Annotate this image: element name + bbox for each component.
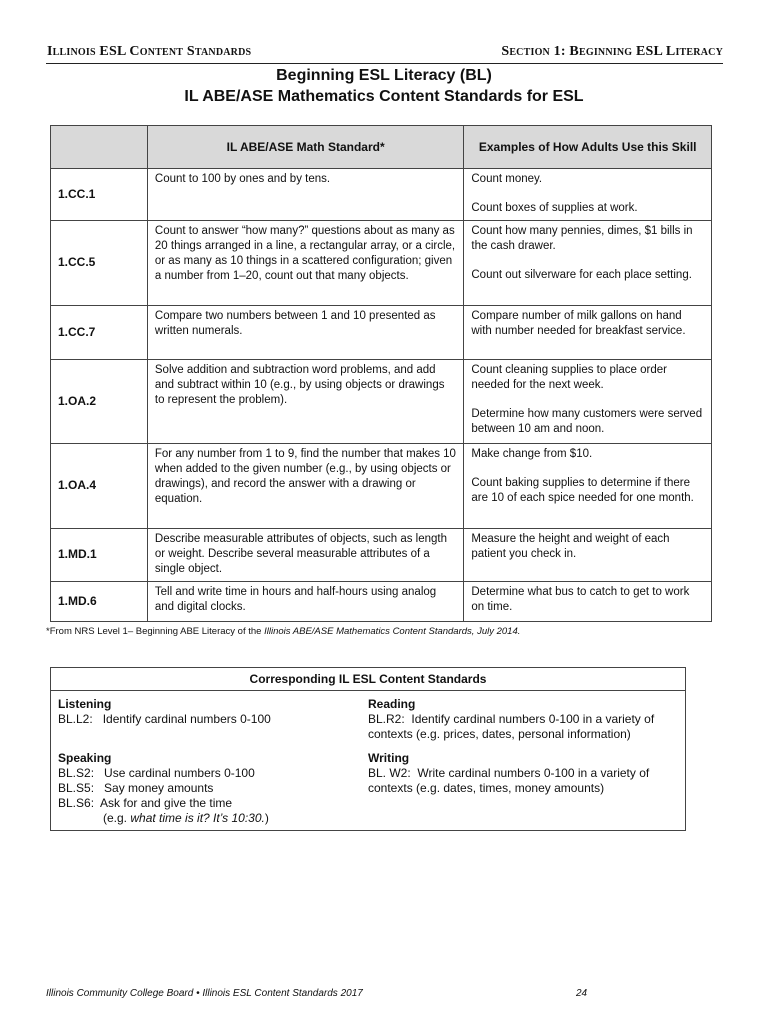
standard-text: Describe measurable attributes of objects, such as length or weight. Describe several measurable attributes of a single object. [147, 529, 463, 582]
example-text: Count how many pennies, dimes, $1 bills in the cash drawer. [471, 225, 693, 252]
math-standards-table [50, 125, 712, 622]
page-title: Beginning ESL Literacy (BL) [276, 67, 492, 84]
example-suffix: ) [264, 811, 269, 825]
writing-item: contexts (e.g. dates, times, money amounts) [368, 781, 605, 795]
standard-code: 1.CC.1 [51, 169, 148, 221]
example-text: Count boxes of supplies at work. [471, 202, 638, 214]
standard-code: 1.CC.7 [51, 306, 148, 360]
page-number: 24 [576, 988, 588, 999]
reading-item: contexts (e.g. prices, dates, personal information) [368, 727, 631, 741]
writing-heading: Writing [368, 751, 410, 765]
esl-box-title: Corresponding IL ESL Content Standards [51, 668, 685, 691]
example-text: Count baking supplies to determine if there are 10 of each spice needed for one month. [471, 477, 694, 504]
table-footnote [46, 626, 520, 637]
table-row [51, 444, 712, 529]
example-text: Count cleaning supplies to place order needed for the next week. [471, 364, 667, 391]
examples-cell [464, 360, 712, 444]
example-text: Compare number of milk gallons on hand with number needed for breakfast service. [471, 310, 686, 337]
listening-heading: Listening [58, 697, 112, 711]
page-footer: Illinois Community College Board • Illinois ESL Content Standards 2017 [46, 988, 363, 999]
standard-code: 1.OA.2 [51, 360, 148, 444]
header-cell-code [51, 126, 148, 169]
standard-code: 1.MD.6 [51, 582, 148, 622]
standard-text: Count to answer “how many?” questions about as many as 20 things arranged in a line, a rectangular array, or a circle, or as many as 10 things in a scattered configuration; given a number from 1–20, count out that many objects. [147, 221, 463, 306]
examples-cell [464, 169, 712, 221]
speaking-item: BL.S5: Say money amounts [58, 781, 214, 795]
header-divider [46, 63, 723, 64]
table-row [51, 169, 712, 221]
footnote-text: *From NRS Level 1– Beginning ABE Literacy of the [46, 626, 265, 637]
speaking-item: BL.S2: Use cardinal numbers 0-100 [58, 766, 255, 780]
example-text: Determine what bus to catch to get to work on time. [471, 586, 690, 613]
standard-text: For any number from 1 to 9, find the number that makes 10 when added to the given number (e.g., by using objects or drawings), and record the answer with a drawing or equation. [147, 444, 463, 529]
reading-item: BL.R2: Identify cardinal numbers 0-100 in a variety of [368, 712, 655, 726]
speaking-item: BL.S6: Ask for and give the time [58, 796, 233, 810]
standard-text: Solve addition and subtraction word problems, and add and subtract within 10 (e.g., by using objects or drawings to represent the problem). [147, 360, 463, 444]
table-row [51, 582, 712, 622]
writing-item: BL. W2: Write cardinal numbers 0-100 in a variety of [368, 766, 650, 780]
table-header-row [51, 126, 712, 169]
standard-text: Tell and write time in hours and half-hours using analog and digital clocks. [147, 582, 463, 622]
examples-cell [464, 444, 712, 529]
header-cell-examples: Examples of How Adults Use this Skill [464, 126, 712, 169]
example-italic: what time is it? It’s 10:30. [130, 811, 265, 825]
listening-section [58, 697, 271, 727]
example-text: Count money. [471, 173, 543, 185]
writing-section [368, 751, 649, 796]
speaking-section [58, 751, 269, 826]
running-header-right: Section 1: Beginning ESL Literacy [501, 44, 723, 59]
table-row [51, 221, 712, 306]
standard-text: Compare two numbers between 1 and 10 presented as written numerals. [147, 306, 463, 360]
standard-code: 1.MD.1 [51, 529, 148, 582]
standard-text: Count to 100 by ones and by tens. [147, 169, 463, 221]
table-row [51, 529, 712, 582]
footnote-source: Illinois ABE/ASE Mathematics Content Standards, July 2014. [264, 626, 521, 637]
example-text: Make change from $10. [471, 448, 593, 460]
example-text: Determine how many customers were served between 10 am and noon. [471, 408, 703, 435]
reading-heading: Reading [368, 697, 416, 711]
speaking-heading: Speaking [58, 751, 112, 765]
reading-section [368, 697, 654, 742]
examples-cell [464, 221, 712, 306]
header-cell-standard: IL ABE/ASE Math Standard* [147, 126, 463, 169]
standard-code: 1.OA.4 [51, 444, 148, 529]
table-row [51, 360, 712, 444]
running-header-left: Illinois ESL Content Standards [47, 44, 252, 59]
examples-cell [464, 306, 712, 360]
page-subtitle: IL ABE/ASE Mathematics Content Standards for ESL [184, 88, 584, 105]
example-prefix: (e.g. [103, 811, 131, 825]
table-row [51, 306, 712, 360]
example-text: Measure the height and weight of each patient you check in. [471, 533, 670, 560]
listening-item: BL.L2: Identify cardinal numbers 0-100 [58, 712, 271, 726]
examples-cell [464, 529, 712, 582]
standard-code: 1.CC.5 [51, 221, 148, 306]
speaking-example [58, 811, 269, 826]
esl-standards-box [50, 667, 686, 831]
example-text: Count out silverware for each place setting. [471, 269, 692, 281]
examples-cell [464, 582, 712, 622]
